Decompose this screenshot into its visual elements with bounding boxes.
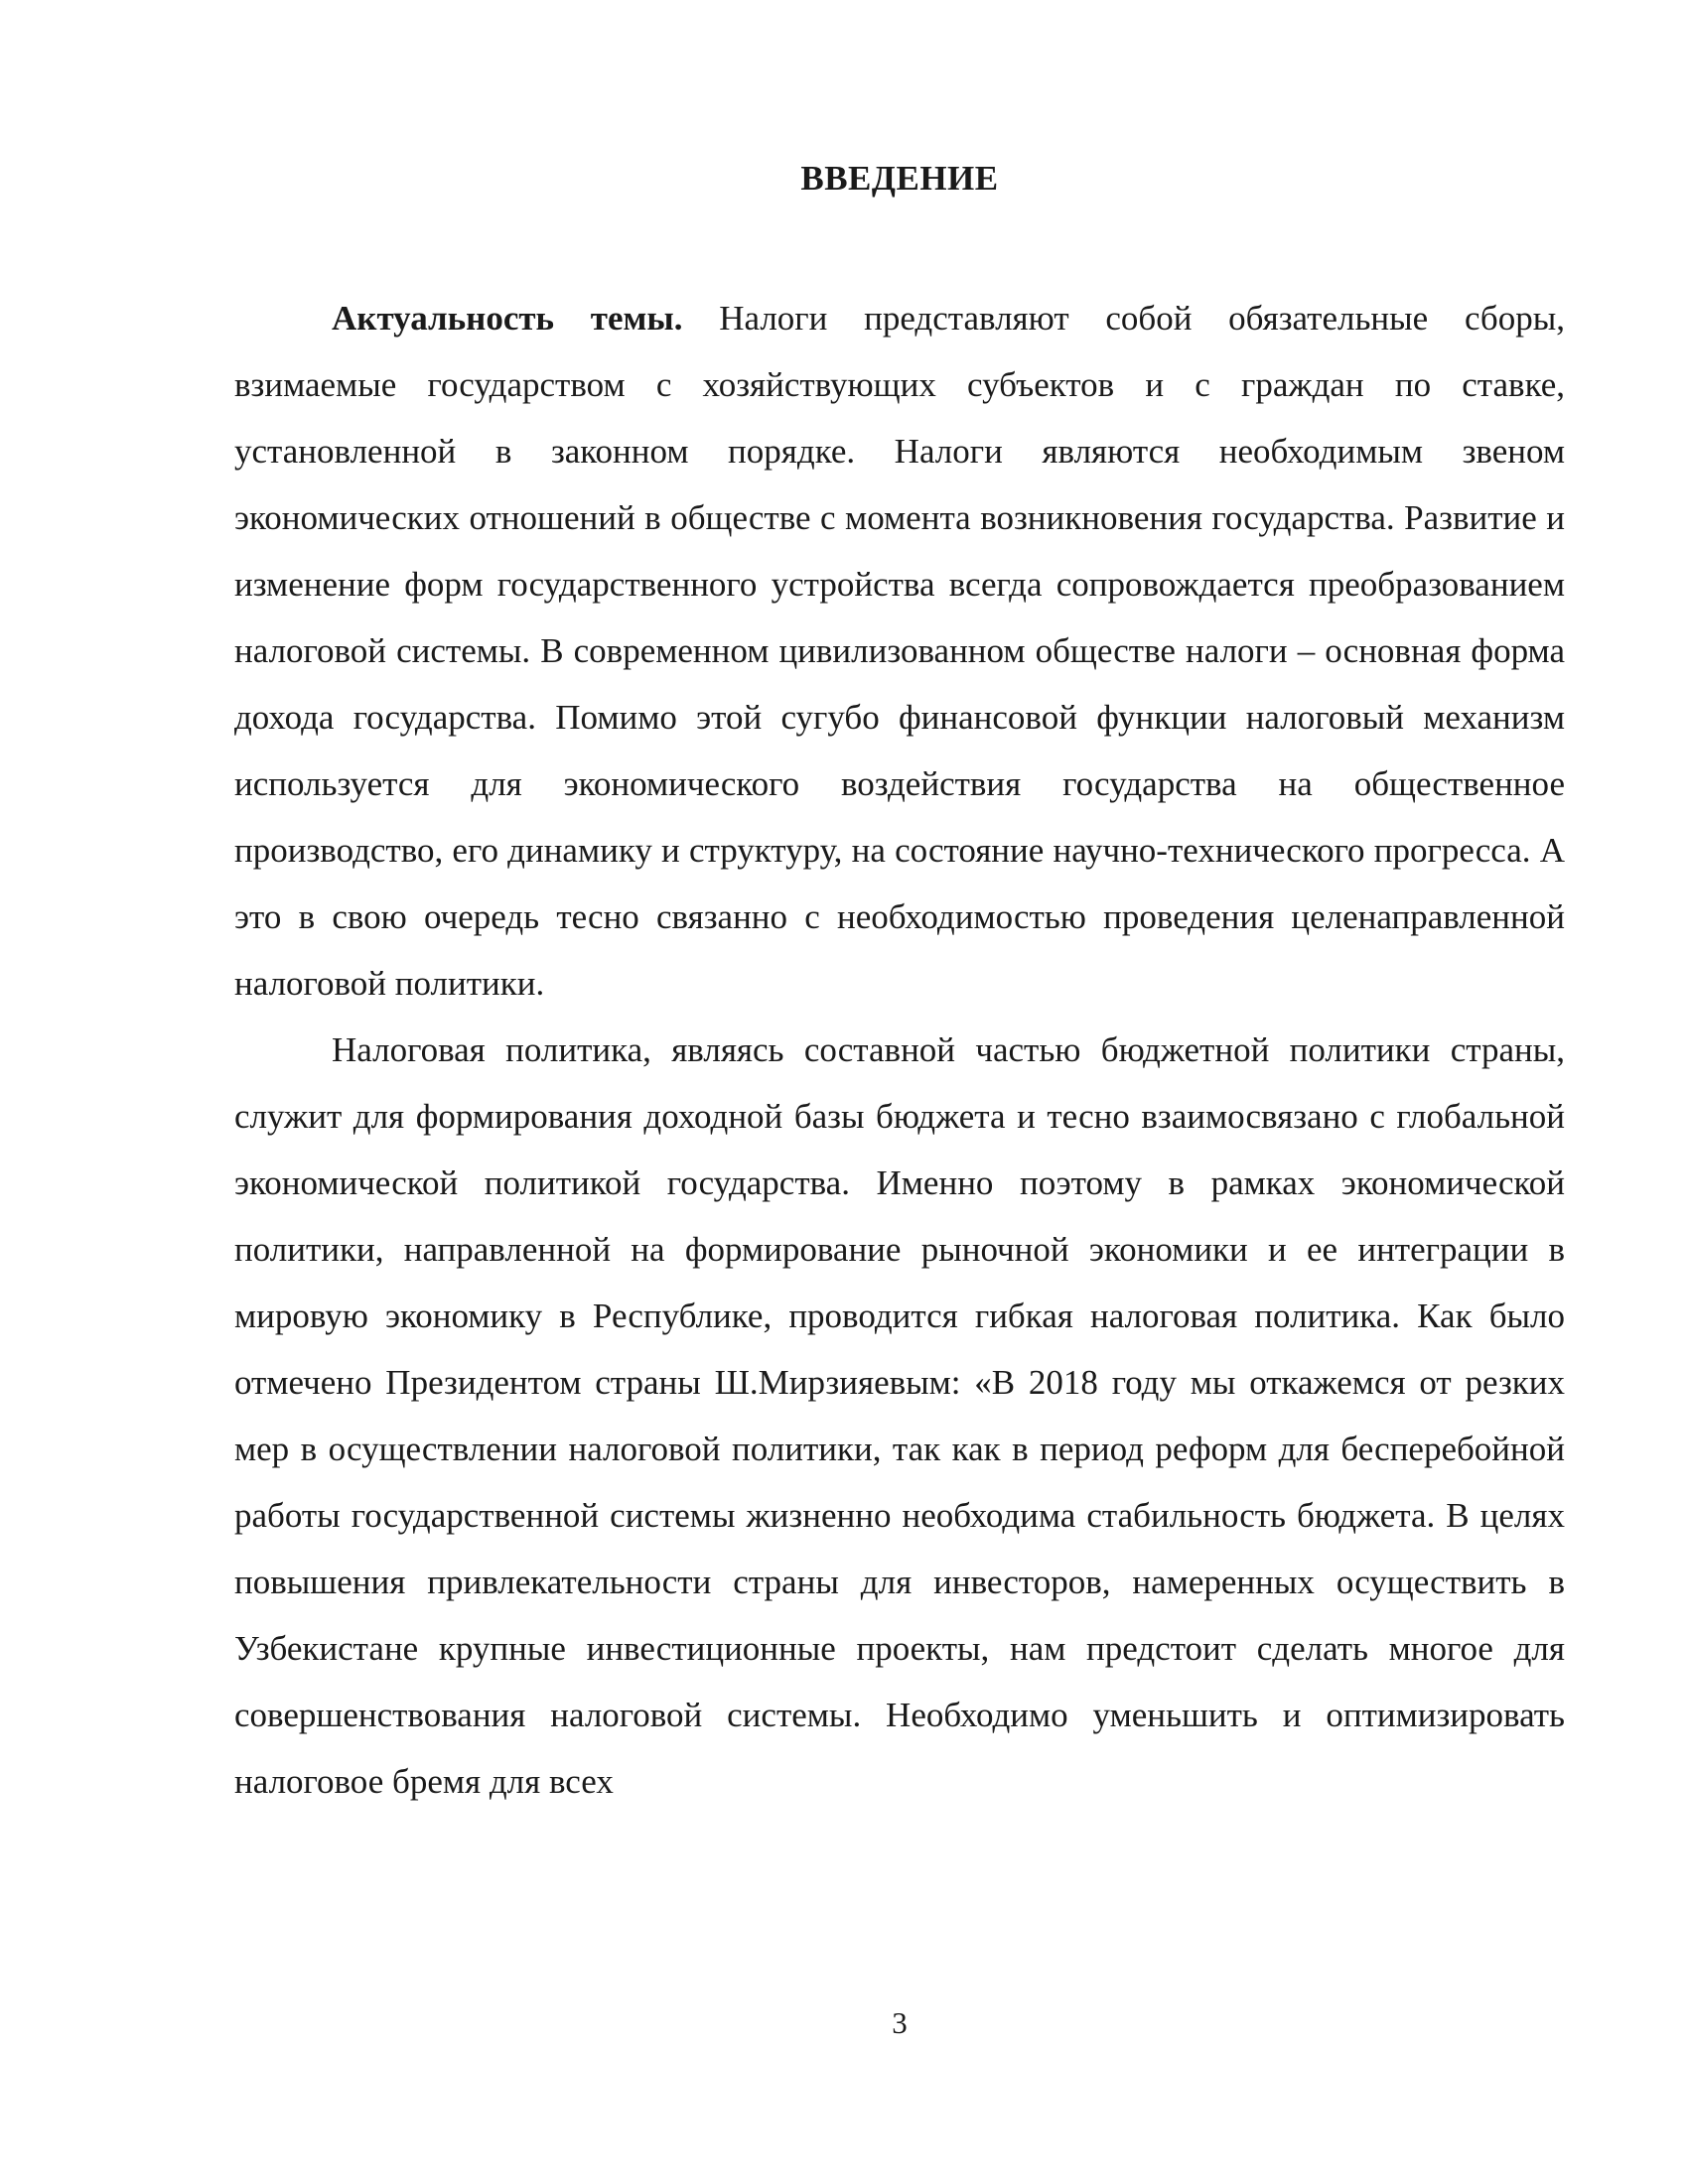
paragraph-text: Налоги представляют собой обязательные сборы, взимаемые государством с хозяйствующих субъектов и с граждан по ставке, установленной в законном порядке. Налоги являются необходимым звеном экономических отношений в обществе с момента возникновения государства. Развитие и изменение форм государственного устройства всегда сопровождается преобразованием налоговой системы. В современном цивилизованном обществе налоги – основная форма дохода государства. Помимо этой сугубо финансовой функции налоговый механизм используется для экономического воздействия государства на общественное производство, его динамику и структуру, на состояние научно-технического прогресса. А это в свою очередь тесно связанно с необходимостью проведения целенаправленной налоговой политики. [234,299,1565,1003]
body-text [234,285,1565,1815]
paragraph-relevance [234,285,1565,1017]
paragraph-tax-policy [234,1017,1565,1815]
page-title: ВВЕДЕНИЕ [800,159,999,198]
paragraph-text: Налоговая политика, являясь составной частью бюджетной политики страны, служит для формирования доходной базы бюджета и тесно взаимосвязано с глобальной экономической политикой государства. Именно поэтому в рамках экономической политики, направленной на формирование рыночной экономики и ее интеграции в мировую экономику в Республике, проводится гибкая налоговая политика. Как было отмечено Президентом страны Ш.Мирзияевым: «В 2018 году мы откажемся от резких мер в осуществлении налоговой политики, так как в период реформ для бесперебойной работы государственной системы жизненно необходима стабильность бюджета. В целях повышения привлекательности страны для инвесторов, намеренных осуществить в Узбекистане крупные инвестиционные проекты, нам предстоит сделать многое для совершенствования налоговой системы. Необходимо уменьшить и оптимизировать налоговое бремя для всех [234,1030,1565,1801]
page-number: 3 [892,2005,908,2040]
paragraph-lead: Актуальность темы. [332,299,683,338]
